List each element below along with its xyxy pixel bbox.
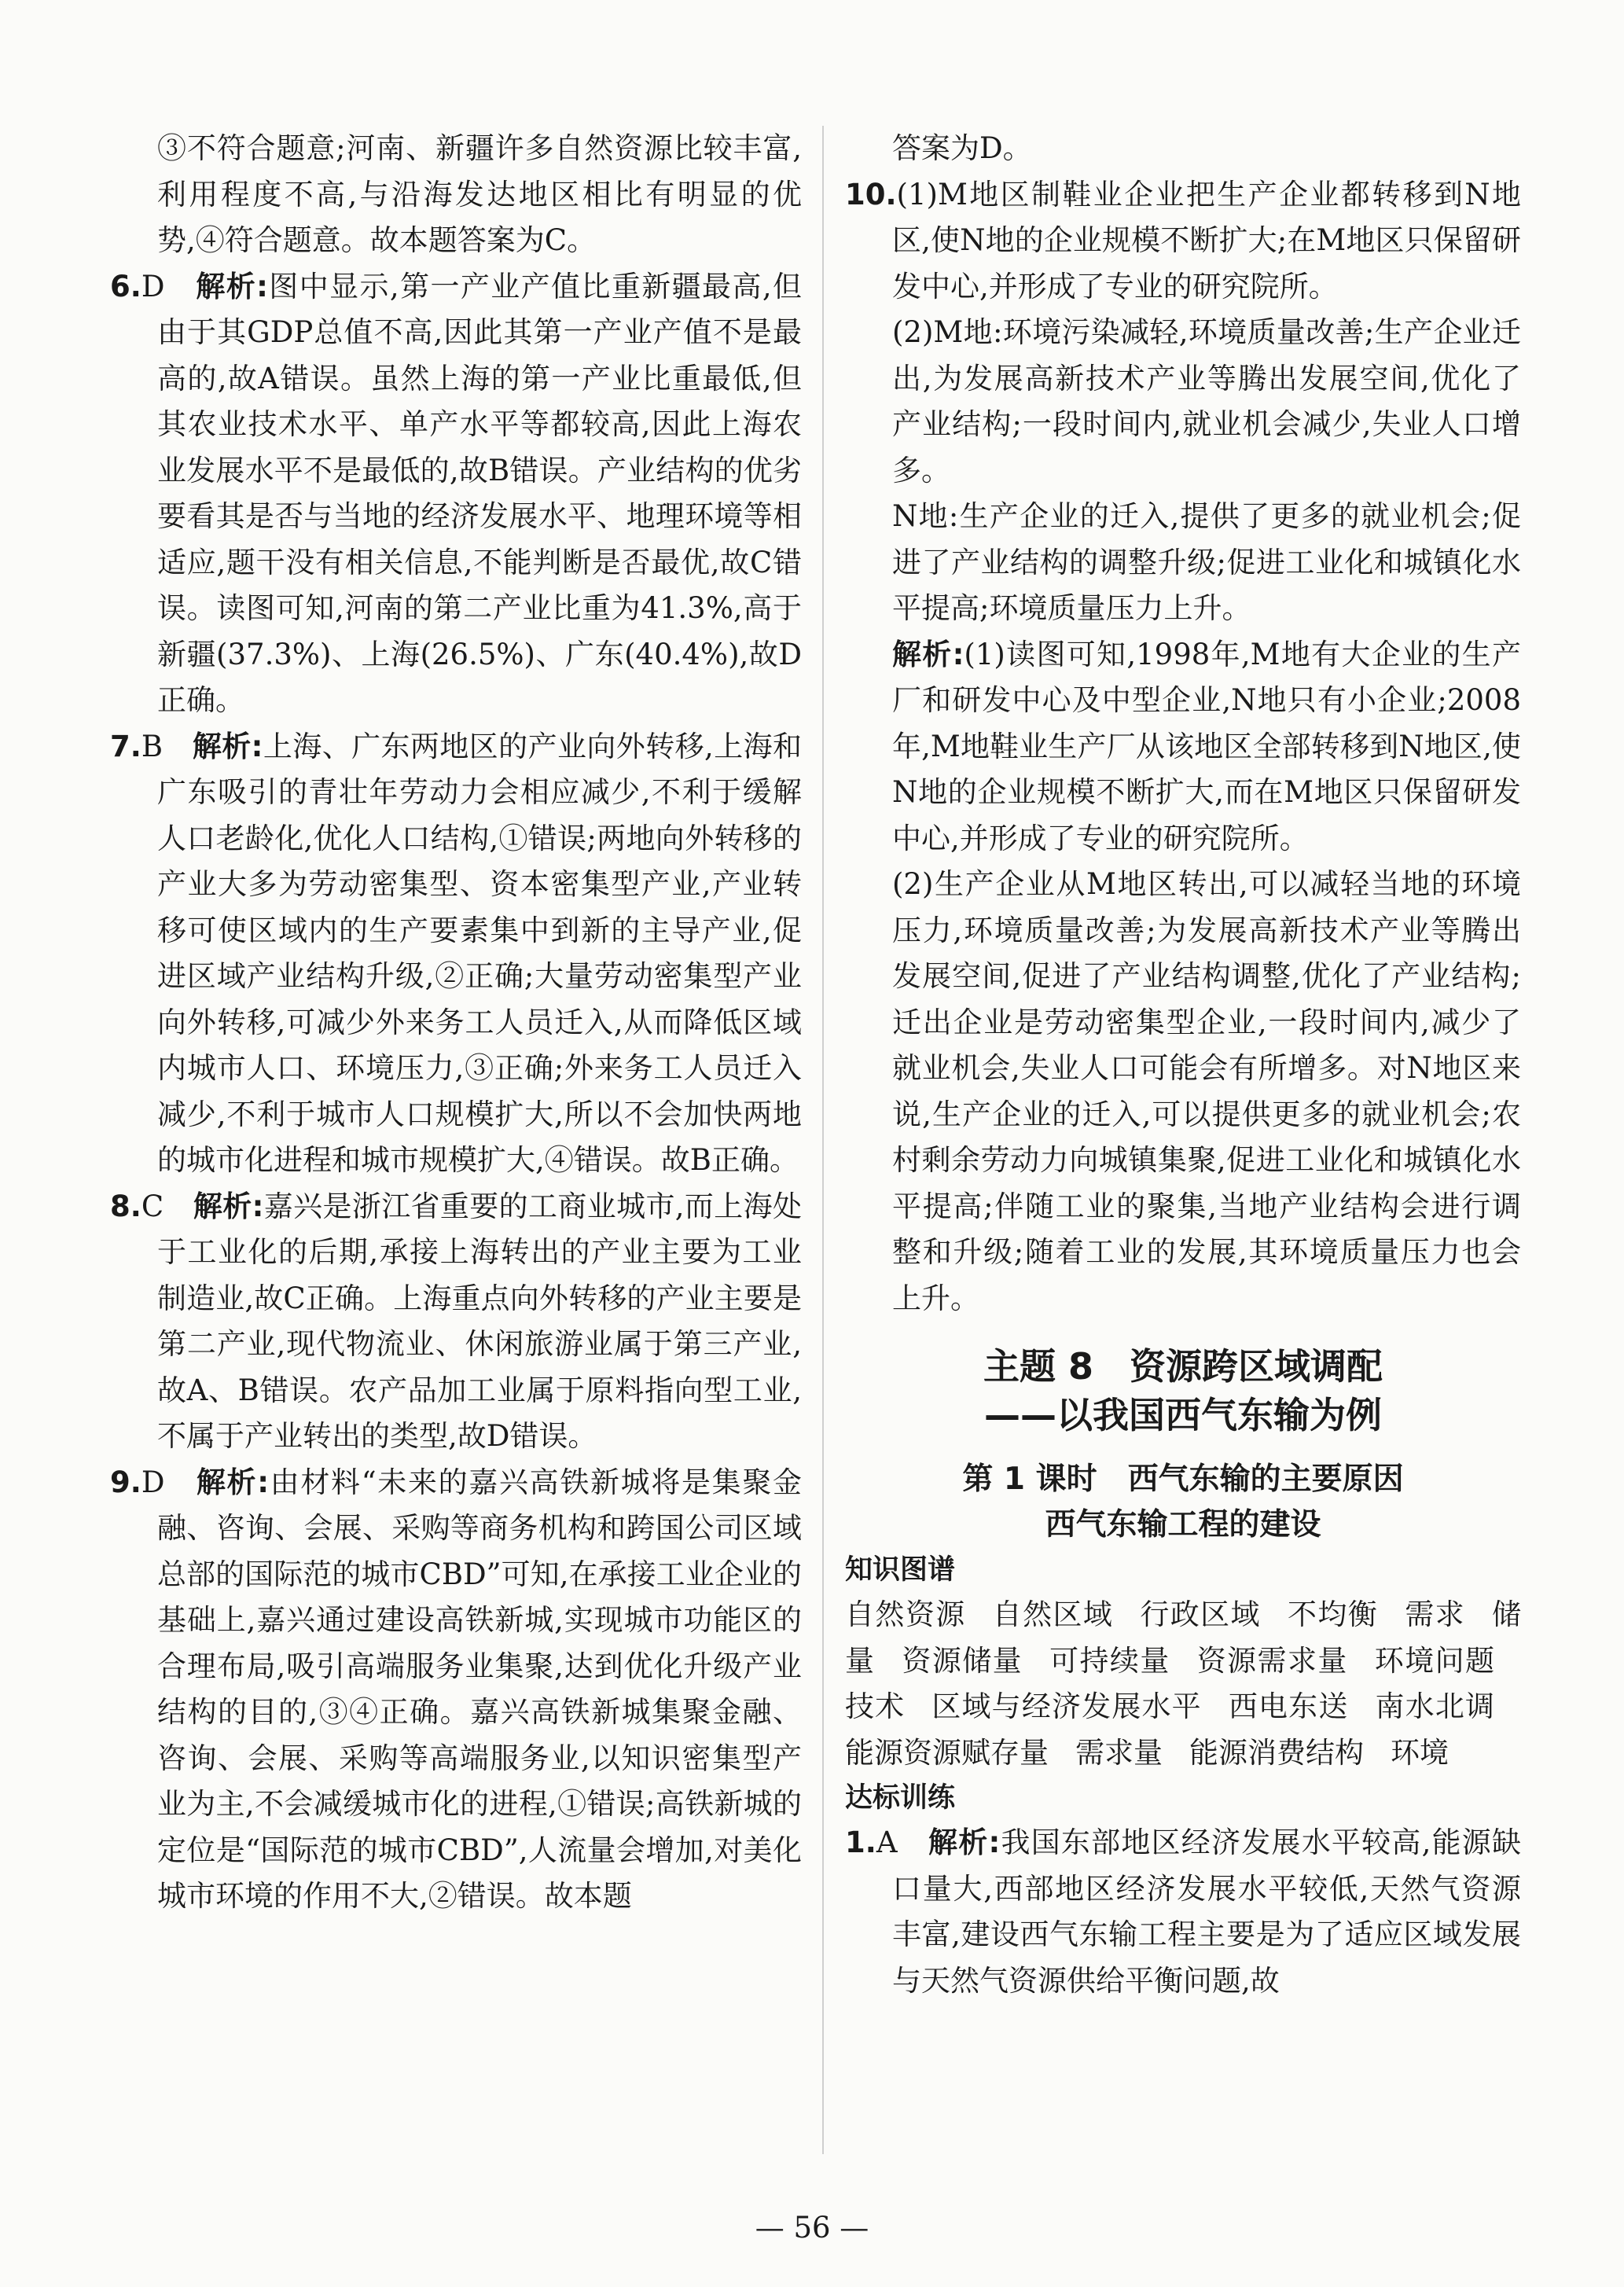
question-7 <box>110 724 802 1184</box>
q7-answer: B <box>141 729 164 763</box>
keyword: 不均衡 <box>1287 1598 1379 1631</box>
page-number: — 56 — <box>755 2211 869 2245</box>
keyword: 可持续量 <box>1049 1643 1170 1678</box>
q6-analysis-text: 图中显示,第一产业产值比重新疆最高,但由于其GDP总值不高,因此其第一产业产值不是最高的,故A错误。虽然上海的第一产业比重最低,但其农业技术水平、单产水平等都较高,因此上海农业发展水平不是最低的,故B错误。产业结构的优劣要看其是否与当地的经济发展水平、地理环境等相适应,题干没有相关信息,不能判断是否最优,故C错误。读图可知,河南的第二产业比重为41.3%,高于新疆(37.3%)、上海(26.5%)、广东(40.4%),故D正确。 <box>157 269 803 717</box>
q10-number: 10. <box>845 177 897 211</box>
q9-continuation: 答案为D。 <box>892 131 1032 165</box>
keyword: 南水北调 <box>1375 1690 1495 1723</box>
q7-analysis-label: 解析: <box>192 729 263 763</box>
keyword: 行政区域 <box>1140 1598 1261 1631</box>
q7-number: 7. <box>110 729 141 763</box>
q1-analysis-text: 我国东部地区经济发展水平较高,能源缺口量大,西部地区经济发展水平较低,天然气资源丰富,建设西气东输工程主要是为了适应区域发展与天然气资源供给平衡问题,故 <box>892 1826 1522 1998</box>
q6-number: 6. <box>110 269 141 303</box>
q1-analysis-label: 解析: <box>928 1826 1001 1859</box>
q7-analysis-text: 上海、广东两地区的产业向外转移,上海和广东吸引的青壮年劳动力会相应减少,不利于缓解人口老龄化,优化人口结构,①错误;两地向外转移的产业大多为劳动密集型、资本密集型产业,产业转移可使区域内的生产要素集中到新的主导产业,促进区域产业结构升级,②正确;大量劳动密集型产业向外转移,可减少外来务工人员迁入,从而降低区域内城市人口、环境压力,③正确;外来务工人员迁入减少,不利于城市人口规模扩大,所以不会加快两地的城市化进程和城市规模扩大,④错误。故B正确。 <box>157 729 803 1177</box>
q9-analysis-label: 解析: <box>196 1465 269 1499</box>
q9-number: 9. <box>110 1465 141 1499</box>
q1-number: 1. <box>845 1826 876 1859</box>
lesson-title-2: 西气东输工程的建设 <box>1045 1507 1321 1542</box>
q10-analysis-1 <box>845 632 1521 862</box>
training-heading: 达标训练 <box>845 1782 956 1814</box>
lesson-title-1: 第 1 课时 西气东输的主要原因 <box>962 1462 1404 1497</box>
q10-analysis-label: 解析: <box>892 637 964 671</box>
q10-answer-part3: N地:生产企业的迁入,提供了更多的就业机会;促进了产业结构的调整升级;促进工业化和城镇化水平提高;环境质量压力上升。 <box>892 499 1521 625</box>
q8-analysis-text: 嘉兴是浙江省重要的工商业城市,而上海处于工业化的后期,承接上海转出的产业主要为工业制造业,故C正确。上海重点向外转移的产业主要是第二产业,现代物流业、休闲旅游业属于第三产业,故A、B错误。农产品加工业属于原料指向型工业,不属于产业转出的类型,故D错误。 <box>157 1189 803 1453</box>
question-9 <box>110 1460 802 1920</box>
q9-answer: D <box>141 1465 165 1499</box>
knowledge-map-heading: 知识图谱 <box>845 1554 956 1586</box>
q8-number: 8. <box>110 1189 141 1223</box>
question-6 <box>110 264 802 724</box>
column-divider <box>822 126 824 2154</box>
q10-analysis-text-1: (1)读图可知,1998年,M地有大企业的生产厂和研发中心及中型企业,N地只有小企业;2008年,M地鞋业生产厂从该地区全部转移到N地区,使N地的企业规模不断扩大,而在M地区只保留研发中心,并形成了专业的研究院所。 <box>892 637 1522 855</box>
keyword: 需求 <box>1405 1598 1466 1631</box>
keyword: 资源储量 <box>902 1643 1023 1678</box>
keyword: 西电东送 <box>1228 1690 1349 1723</box>
keyword-list <box>845 1592 1521 1776</box>
q10-answer-part2: (2)M地:环境污染减轻,环境质量改善;生产企业迁出,为发展高新技术产业等腾出发展空间,优化了产业结构;一段时间内,就业机会减少,失业人口增多。 <box>892 315 1521 487</box>
q9-analysis-text: 由材料“未来的嘉兴高铁新城将是集聚金融、咨询、会展、采购等商务机构和跨国公司区域总部的国际范的城市CBD”可知,在承接工业企业的基础上,嘉兴通过建设高铁新城,实现城市功能区的合理布局,吸引高端服务业集聚,达到优化升级产业结构的目的,③④正确。嘉兴高铁新城集聚金融、咨询、会展、采购等高端服务业,以知识密集型产业为主,不会减缓城市化的进程,①错误;高铁新城的定位是“国际范的城市CBD”,人流量会增加,对美化城市环境的作用不大,②错误。故本题 <box>157 1465 803 1913</box>
keyword: 需求量 <box>1075 1735 1163 1770</box>
question-10 <box>845 172 1521 311</box>
keyword: 自然资源 <box>845 1598 966 1631</box>
left-column <box>110 126 802 1920</box>
q6-analysis-label: 解析: <box>196 269 268 303</box>
q6-answer: D <box>141 269 165 303</box>
topic-subtitle: ——以我国西气东输为例 <box>984 1394 1382 1436</box>
keyword: 环境 <box>1391 1735 1449 1770</box>
keyword: 能源资源赋存量 <box>845 1735 1049 1770</box>
question-1 <box>845 1820 1521 2004</box>
question-8 <box>110 1184 802 1460</box>
q10-analysis-2: (2)生产企业从M地区转出,可以减轻当地的环境压力,环境质量改善;为发展高新技术产业等腾出发展空间,促进了产业结构调整,优化了产业结构;迁出企业是劳动密集型企业,一段时间内,减少了就业机会,失业人口可能会有所增多。对N地区来说,生产企业的迁入,可以提供更多的就业机会;农村剩余劳动力向城镇集聚,促进工业化和城镇化水平提高;伴随工业的聚集,当地产业结构会进行调整和升级;随着工业的发展,其环境质量压力也会上升。 <box>892 867 1521 1315</box>
keyword: 技术 <box>845 1690 906 1723</box>
topic-title: 主题 8 资源跨区域调配 <box>983 1345 1383 1388</box>
keyword: 环境问题 <box>1374 1643 1495 1678</box>
keyword: 储量 <box>845 1598 1522 1678</box>
q1-answer: A <box>876 1826 898 1859</box>
keyword: 区域与经济发展水平 <box>931 1690 1202 1723</box>
right-column <box>845 126 1521 2004</box>
q8-analysis-label: 解析: <box>193 1189 264 1223</box>
keyword: 自然区域 <box>992 1598 1114 1631</box>
q5-continuation: ③不符合题意;河南、新疆许多自然资源比较丰富,利用程度不高,与沿海发达地区相比有明显的优势,④符合题意。故本题答案为C。 <box>157 131 802 257</box>
q10-answer-part1: (1)M地区制鞋业企业把生产企业都转移到N地区,使N地的企业规模不断扩大;在M地区只保留研发中心,并形成了专业的研究院所。 <box>892 177 1521 303</box>
q8-answer: C <box>141 1189 164 1223</box>
keyword: 资源需求量 <box>1196 1643 1348 1678</box>
keyword: 能源消费结构 <box>1189 1735 1364 1770</box>
